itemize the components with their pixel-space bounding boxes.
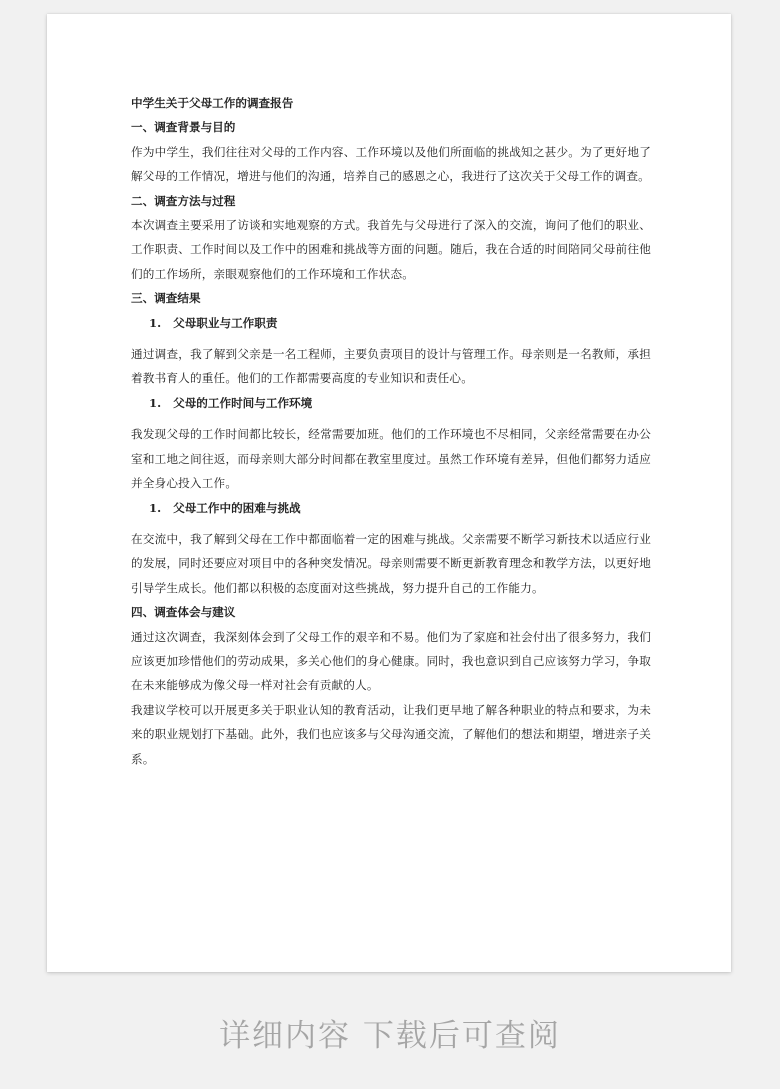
subsection-number: 1. xyxy=(149,395,162,410)
subsection-heading-occupation xyxy=(131,311,651,335)
subsection-number: 1. xyxy=(149,315,162,330)
subsection-title: 父母职业与工作职责 xyxy=(173,315,278,330)
section-paragraph-suggestion: 我建议学校可以开展更多关于职业认知的教育活动，让我们更早地了解各种职业的特点和要求，为未来的职业规划打下基础。此外，我们也应该多与父母沟通交流，了解他们的想法和期望，增进亲子关系。 xyxy=(131,702,651,766)
download-prompt-text: 详细内容 下载后可查阅 xyxy=(219,1018,561,1054)
section-heading-background: 一、调查背景与目的 xyxy=(131,120,236,135)
subsection-title: 父母工作中的困难与挑战 xyxy=(173,500,301,515)
document-body xyxy=(131,91,651,771)
subsection-paragraph-challenges: 在交流中，我了解到父母在工作中都面临着一定的困难与挑战。父亲需要不断学习新技术以适应行业的发展，同时还要应对项目中的各种突发情况。母亲则需要不断更新教育理念和教学方法，以更好地引导学生成长。他们都以积极的态度面对这些挑战，努力提升自己的工作能力。 xyxy=(131,531,651,595)
subsection-paragraph-work-time: 我发现父母的工作时间都比较长，经常需要加班。他们的工作环境也不尽相同，父亲经常需要在办公室和工地之间往返，而母亲则大部分时间都在教室里度过。虽然工作环境有差异，但他们都努力适应并全身心投入工作。 xyxy=(131,427,651,491)
subsection-paragraph-occupation: 通过调查，我了解到父亲是一名工程师，主要负责项目的设计与管理工作。母亲则是一名教师，承担着教书育人的重任。他们的工作都需要高度的专业知识和责任心。 xyxy=(131,347,651,386)
section-paragraph-reflection: 通过这次调查，我深刻体会到了父母工作的艰辛和不易。他们为了家庭和社会付出了很多努力，我们应该更加珍惜他们的劳动成果，多关心他们的身心健康。同时，我也意识到自己应该努力学习，争取在未来能够成为像父母一样对社会有贡献的人。 xyxy=(131,629,651,693)
section-heading-method: 二、调查方法与过程 xyxy=(131,193,236,208)
subsection-heading-challenges xyxy=(131,496,651,520)
subsection-number: 1. xyxy=(149,500,162,515)
document-title: 中学生关于父母工作的调查报告 xyxy=(131,96,294,110)
document-page xyxy=(47,14,731,972)
section-heading-reflection: 四、调查体会与建议 xyxy=(131,605,236,620)
section-paragraph-method: 本次调查主要采用了访谈和实地观察的方式。我首先与父母进行了深入的交流，询问了他们的职业、工作职责、工作时间以及工作中的困难和挑战等方面的问题。随后，我在合适的时间陪同父母前往他们的工作场所，亲眼观察他们的工作环境和工作状态。 xyxy=(131,218,651,281)
section-heading-results: 三、调查结果 xyxy=(131,291,201,306)
section-paragraph-background: 作为中学生，我们往往对父母的工作内容、工作环境以及他们所面临的挑战知之甚少。为了更好地了解父母的工作情况，增进与他们的沟通，培养自己的感恩之心，我进行了这次关于父母工作的调查。 xyxy=(131,144,651,184)
subsection-heading-work-time xyxy=(131,391,651,415)
subsection-title: 父母的工作时间与工作环境 xyxy=(173,395,313,410)
